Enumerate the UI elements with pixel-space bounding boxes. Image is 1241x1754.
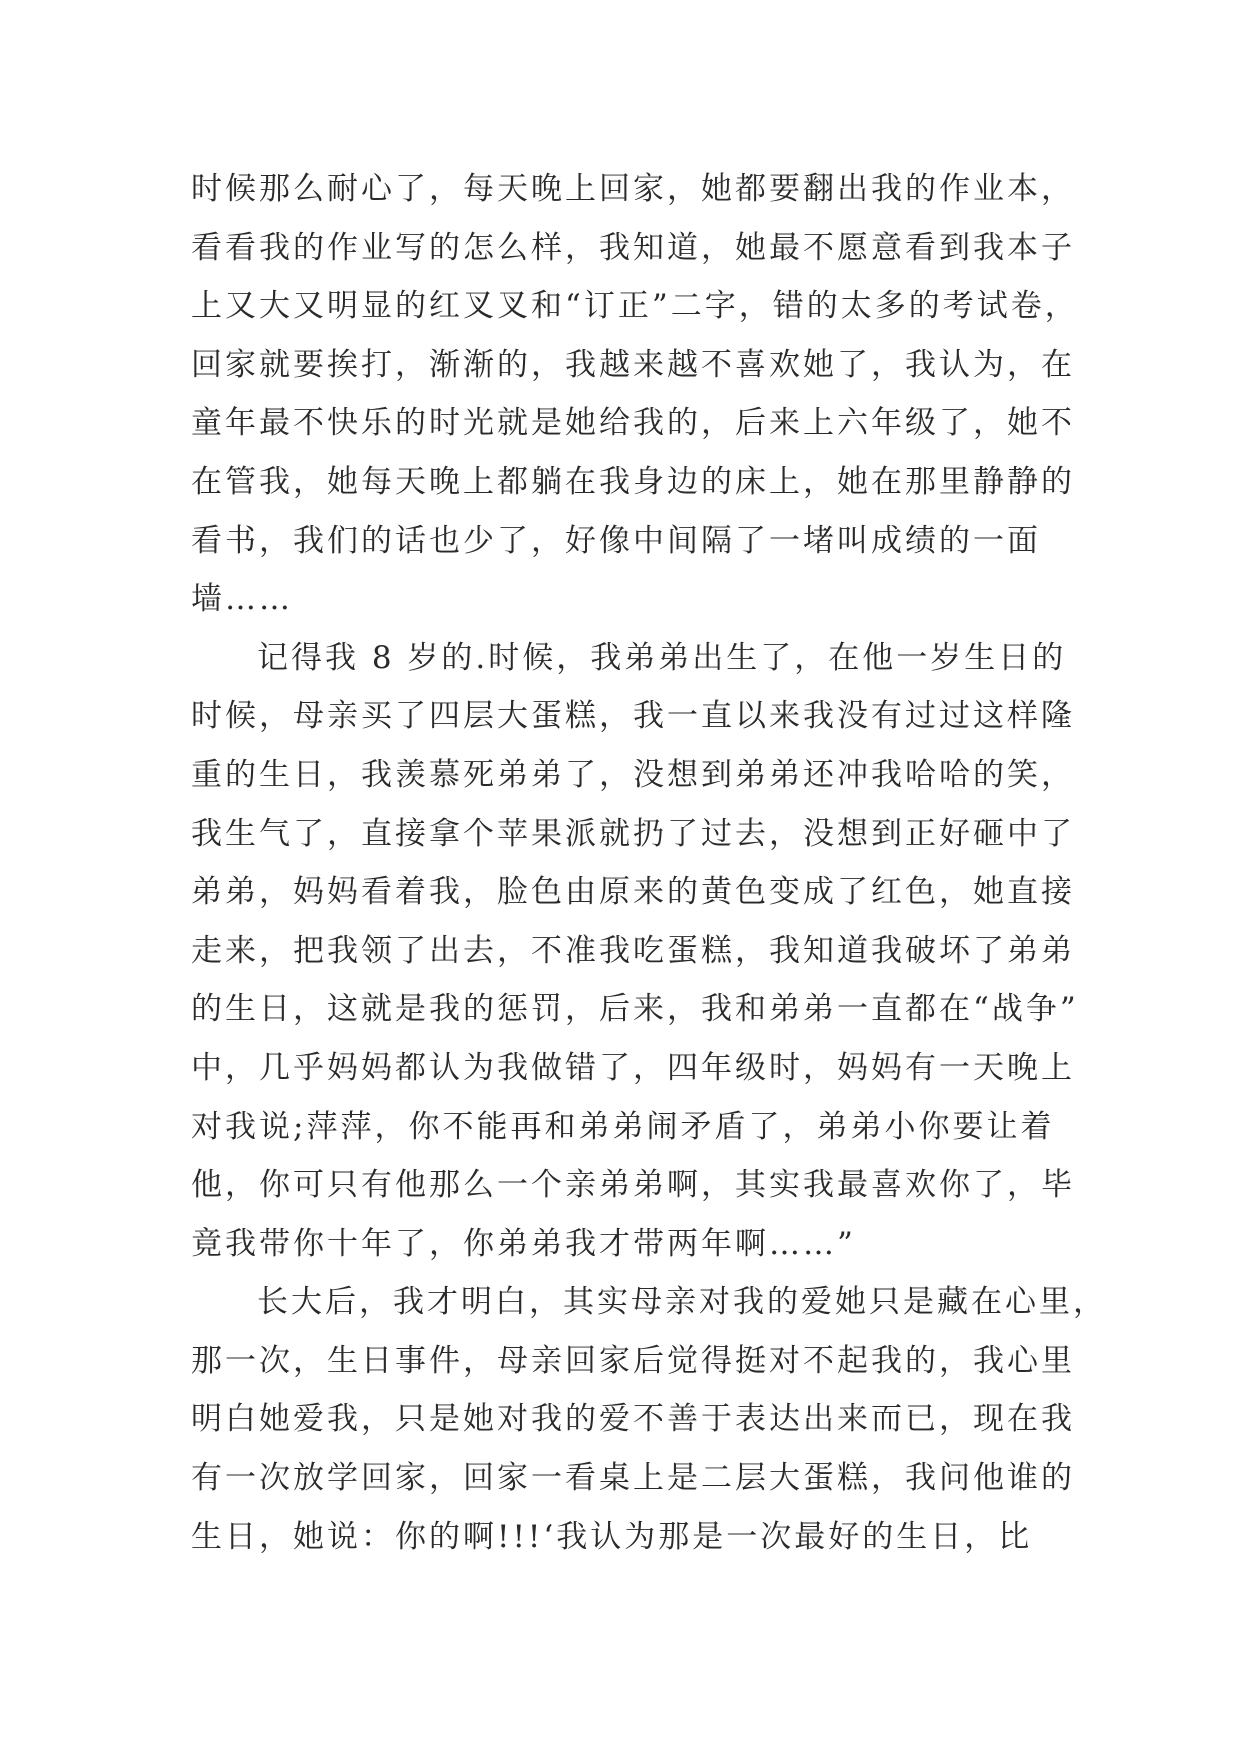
text-line: 明白她爱我，只是她对我的爱不善于表达出来而已，现在我 <box>191 1401 1075 1438</box>
text-line: 回家就要挨打，渐渐的，我越来越不喜欢她了，我认为，在 <box>191 346 1075 383</box>
text-line: 时候，母亲买了四层大蛋糕，我一直以来我没有过过这样隆 <box>191 698 1075 735</box>
text-line: 上又大又明显的红叉叉和“订正”二字，错的太多的考试卷， <box>191 288 1079 325</box>
text-line: 中，几乎妈妈都认为我做错了，四年级时，妈妈有一天晚上 <box>191 1049 1075 1086</box>
text-line: 生日，她说：你的啊!!!‘我认为那是一次最好的生日，比 <box>191 1518 1033 1555</box>
text-line: 有一次放学回家，回家一看桌上是二层大蛋糕，我问他谁的 <box>191 1460 1075 1497</box>
text-line: 的生日，这就是我的惩罚，后来，我和弟弟一直都在“战争” <box>191 991 1079 1028</box>
text-line: 童年最不快乐的时光就是她给我的，后来上六年级了，她不 <box>191 405 1075 442</box>
text-line: 时候那么耐心了，每天晚上回家，她都要翻出我的作业本， <box>191 171 1075 207</box>
text-line: 看看我的作业写的怎么样，我知道，她最不愿意看到我本子 <box>191 229 1075 266</box>
text-line: 他，你可只有他那么一个亲弟弟啊，其实我最喜欢你了，毕 <box>191 1167 1075 1204</box>
text-line: 走来，把我领了出去，不准我吃蛋糕，我知道我破坏了弟弟 <box>191 932 1075 969</box>
text-line: 弟弟，妈妈看着我，脸色由原来的黄色变成了红色，她直接 <box>191 874 1075 911</box>
text-line: 重的生日，我羡慕死弟弟了，没想到弟弟还冲我哈哈的笑， <box>191 756 1075 793</box>
essay-body <box>191 160 1107 1566</box>
paragraph-2 <box>191 629 1079 1274</box>
text-line: 看书，我们的话也少了，好像中间隔了一堵叫成绩的一面 <box>191 522 1041 559</box>
text-line: 我生气了，直接拿个苹果派就扔了过去，没想到正好砸中了 <box>191 815 1075 852</box>
text-line: 长大后，我才明白，其实母亲对我的爱她只是藏在心里， <box>257 1284 1107 1321</box>
text-line: 对我说;萍萍，你不能再和弟弟闹矛盾了，弟弟小你要让着 <box>191 1108 1055 1145</box>
paragraph-3 <box>191 1273 1107 1566</box>
text-line: 记得我 8 岁的.时候，我弟弟出生了，在他一岁生日的 <box>257 639 1067 676</box>
text-line: 墙…… <box>191 581 293 618</box>
text-line: 那一次，生日事件，母亲回家后觉得挺对不起我的，我心里 <box>191 1342 1075 1379</box>
paragraph-1 <box>191 160 1079 629</box>
text-line: 竟我带你十年了，你弟弟我才带两年啊……” <box>191 1225 856 1262</box>
text-line: 在管我，她每天晚上都躺在我身边的床上，她在那里静静的 <box>191 463 1075 500</box>
